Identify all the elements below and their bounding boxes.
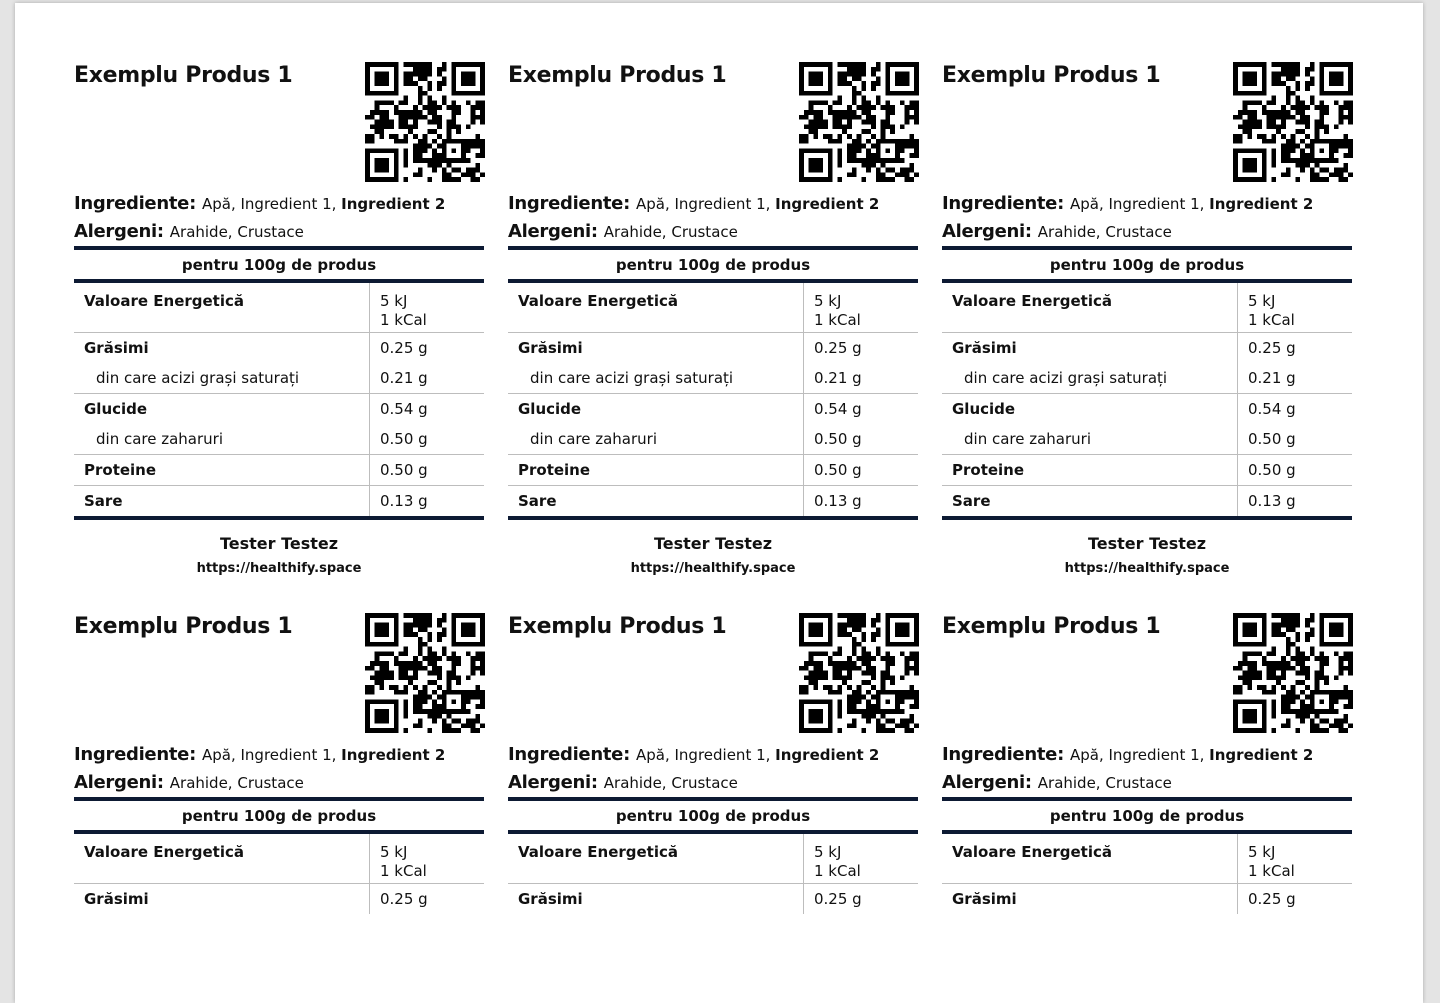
fat-value: 0.25 g xyxy=(1238,332,1353,363)
ingredients-text: Apă, Ingredient 1, xyxy=(201,746,342,764)
nutrition-table xyxy=(942,797,1352,914)
energy-kcal: 1 kCal xyxy=(1248,862,1295,880)
ingredients-text: Apă, Ingredient 1, xyxy=(635,746,776,764)
per-100g-header: pentru 100g de produs xyxy=(942,799,1352,832)
sugars-value: 0.50 g xyxy=(1238,424,1353,455)
energy-label: Valoare Energetică xyxy=(74,281,370,332)
ingredients-line xyxy=(508,193,879,214)
ingredients-text: Apă, Ingredient 1, xyxy=(635,195,776,213)
carbs-value: 0.54 g xyxy=(370,393,485,424)
website-link[interactable]: https://healthify.space xyxy=(1064,561,1230,576)
allergens-label: Alergeni: xyxy=(942,221,1032,242)
energy-value xyxy=(1238,281,1353,332)
energy-value xyxy=(370,281,485,332)
fat-label: Grăsimi xyxy=(518,338,583,357)
nutrition-table xyxy=(74,246,484,520)
sugars-value: 0.50 g xyxy=(804,424,919,455)
ingredients-bold-text: Ingredient 2 xyxy=(341,746,446,764)
energy-kcal: 1 kCal xyxy=(380,862,427,880)
allergens-label: Alergeni: xyxy=(508,772,598,793)
allergens-label: Alergeni: xyxy=(942,772,1032,793)
saturated-label: din care acizi grași saturați xyxy=(942,363,1238,394)
ingredients-label: Ingrediente: xyxy=(942,193,1064,214)
energy-kj: 5 kJ xyxy=(1248,843,1276,861)
sugars-label: din care zaharuri xyxy=(942,424,1238,455)
fat-value: 0.25 g xyxy=(1238,883,1353,914)
ingredients-label: Ingrediente: xyxy=(508,744,630,765)
qr-code-icon xyxy=(365,613,485,733)
qr-code-icon xyxy=(1233,62,1353,182)
allergens-text: Arahide, Crustace xyxy=(169,223,304,241)
energy-kcal: 1 kCal xyxy=(1248,311,1295,329)
energy-kcal: 1 kCal xyxy=(814,862,861,880)
carbs-label: Glucide xyxy=(952,399,1016,418)
nutrition-table xyxy=(508,246,918,520)
qr-code-icon xyxy=(799,62,919,182)
per-100g-header: pentru 100g de produs xyxy=(74,799,484,832)
allergens-line xyxy=(508,221,738,242)
fat-label: Grăsimi xyxy=(952,338,1017,357)
allergens-text: Arahide, Crustace xyxy=(603,223,738,241)
per-100g-header: pentru 100g de produs xyxy=(508,799,918,832)
energy-label: Valoare Energetică xyxy=(508,281,804,332)
energy-kj: 5 kJ xyxy=(380,292,408,310)
energy-value xyxy=(804,832,919,883)
fat-value: 0.25 g xyxy=(804,332,919,363)
website-link[interactable]: https://healthify.space xyxy=(630,561,796,576)
allergens-label: Alergeni: xyxy=(74,221,164,242)
saturated-value: 0.21 g xyxy=(804,363,919,394)
ingredients-line xyxy=(74,744,445,765)
carbs-label: Glucide xyxy=(84,399,148,418)
energy-label: Valoare Energetică xyxy=(508,832,804,883)
fat-value: 0.25 g xyxy=(370,883,485,914)
product-title: Exemplu Produs 1 xyxy=(74,63,293,88)
ingredients-bold-text: Ingredient 2 xyxy=(341,195,446,213)
nutrition-table xyxy=(942,246,1352,520)
allergens-text: Arahide, Crustace xyxy=(169,774,304,792)
energy-value xyxy=(804,281,919,332)
energy-kj: 5 kJ xyxy=(380,843,408,861)
energy-kj: 5 kJ xyxy=(1248,292,1276,310)
energy-label: Valoare Energetică xyxy=(942,281,1238,332)
ingredients-bold-text: Ingredient 2 xyxy=(775,195,880,213)
website-link[interactable]: https://healthify.space xyxy=(196,561,362,576)
label-sheet xyxy=(15,3,1423,1003)
salt-label: Sare xyxy=(74,485,370,518)
salt-value: 0.13 g xyxy=(370,485,485,518)
qr-code-icon xyxy=(365,62,485,182)
energy-label: Valoare Energetică xyxy=(74,832,370,883)
ingredients-text: Apă, Ingredient 1, xyxy=(201,195,342,213)
ingredients-bold-text: Ingredient 2 xyxy=(1209,746,1314,764)
ingredients-label: Ingrediente: xyxy=(942,744,1064,765)
carbs-label: Glucide xyxy=(518,399,582,418)
fat-value: 0.25 g xyxy=(804,883,919,914)
salt-label: Sare xyxy=(942,485,1238,518)
allergens-line xyxy=(74,772,304,793)
allergens-text: Arahide, Crustace xyxy=(1037,774,1172,792)
protein-value: 0.50 g xyxy=(370,454,485,485)
per-100g-header: pentru 100g de produs xyxy=(74,248,484,281)
sugars-label: din care zaharuri xyxy=(508,424,804,455)
product-title: Exemplu Produs 1 xyxy=(74,614,293,639)
allergens-line xyxy=(942,772,1172,793)
sugars-label: din care zaharuri xyxy=(74,424,370,455)
fat-label: Grăsimi xyxy=(518,889,583,908)
salt-value: 0.13 g xyxy=(1238,485,1353,518)
producer-name: Tester Testez xyxy=(653,534,773,553)
saturated-label: din care acizi grași saturați xyxy=(508,363,804,394)
fat-label: Grăsimi xyxy=(952,889,1017,908)
ingredients-line xyxy=(508,744,879,765)
allergens-line xyxy=(942,221,1172,242)
producer-name: Tester Testez xyxy=(219,534,339,553)
salt-value: 0.13 g xyxy=(804,485,919,518)
energy-kj: 5 kJ xyxy=(814,843,842,861)
ingredients-bold-text: Ingredient 2 xyxy=(1209,195,1314,213)
nutrition-table xyxy=(74,797,484,914)
nutrition-table xyxy=(508,797,918,914)
allergens-label: Alergeni: xyxy=(74,772,164,793)
allergens-text: Arahide, Crustace xyxy=(1037,223,1172,241)
ingredients-line xyxy=(942,193,1313,214)
saturated-value: 0.21 g xyxy=(1238,363,1353,394)
qr-code-icon xyxy=(1233,613,1353,733)
carbs-value: 0.54 g xyxy=(1238,393,1353,424)
protein-label: Proteine xyxy=(942,454,1238,485)
allergens-label: Alergeni: xyxy=(508,221,598,242)
qr-code-icon xyxy=(799,613,919,733)
ingredients-label: Ingrediente: xyxy=(74,744,196,765)
product-title: Exemplu Produs 1 xyxy=(508,614,727,639)
ingredients-line xyxy=(74,193,445,214)
per-100g-header: pentru 100g de produs xyxy=(942,248,1352,281)
allergens-line xyxy=(508,772,738,793)
energy-value xyxy=(1238,832,1353,883)
protein-value: 0.50 g xyxy=(804,454,919,485)
product-title: Exemplu Produs 1 xyxy=(942,614,1161,639)
ingredients-text: Apă, Ingredient 1, xyxy=(1069,746,1210,764)
allergens-line xyxy=(74,221,304,242)
product-title: Exemplu Produs 1 xyxy=(508,63,727,88)
fat-label: Grăsimi xyxy=(84,889,149,908)
ingredients-text: Apă, Ingredient 1, xyxy=(1069,195,1210,213)
sugars-value: 0.50 g xyxy=(370,424,485,455)
energy-kcal: 1 kCal xyxy=(380,311,427,329)
ingredients-label: Ingrediente: xyxy=(508,193,630,214)
carbs-value: 0.54 g xyxy=(804,393,919,424)
energy-label: Valoare Energetică xyxy=(942,832,1238,883)
protein-value: 0.50 g xyxy=(1238,454,1353,485)
protein-label: Proteine xyxy=(508,454,804,485)
energy-kcal: 1 kCal xyxy=(814,311,861,329)
ingredients-label: Ingrediente: xyxy=(74,193,196,214)
saturated-label: din care acizi grași saturați xyxy=(74,363,370,394)
energy-kj: 5 kJ xyxy=(814,292,842,310)
per-100g-header: pentru 100g de produs xyxy=(508,248,918,281)
ingredients-bold-text: Ingredient 2 xyxy=(775,746,880,764)
fat-label: Grăsimi xyxy=(84,338,149,357)
energy-value xyxy=(370,832,485,883)
protein-label: Proteine xyxy=(74,454,370,485)
allergens-text: Arahide, Crustace xyxy=(603,774,738,792)
saturated-value: 0.21 g xyxy=(370,363,485,394)
fat-value: 0.25 g xyxy=(370,332,485,363)
salt-label: Sare xyxy=(508,485,804,518)
producer-name: Tester Testez xyxy=(1087,534,1207,553)
product-title: Exemplu Produs 1 xyxy=(942,63,1161,88)
ingredients-line xyxy=(942,744,1313,765)
